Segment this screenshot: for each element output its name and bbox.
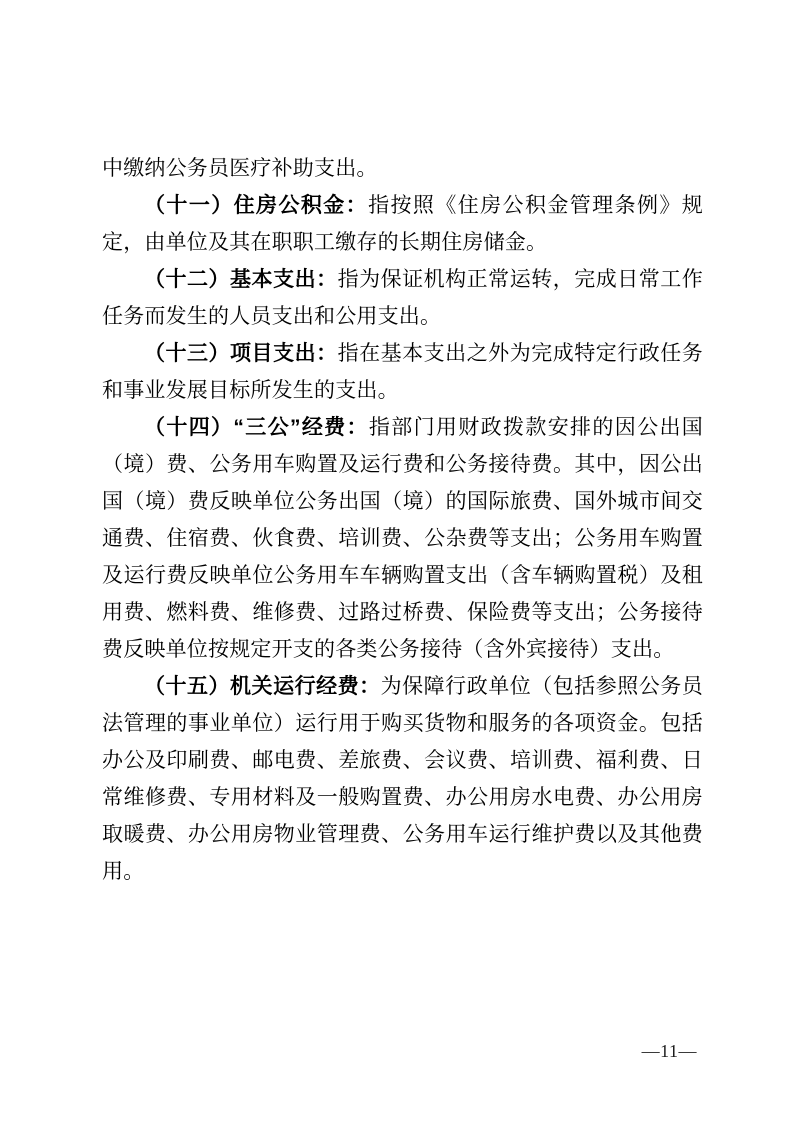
document-body — [102, 150, 703, 890]
paragraph — [102, 335, 703, 409]
paragraph-lead: （十四）“三公”经费： — [144, 416, 369, 439]
paragraph — [102, 409, 703, 668]
page-number: —11— — [641, 1041, 697, 1061]
paragraph-text: 指部门用财政拨款安排的因公出国（境）费、公务用车购置及运行费和公务接待费。其中，因公出国（境）费反映单位公务出国（境）的国际旅费、国外城市间交通费、住宿费、伙食费、培训费、公杂费等支出；公务用车购置及运行费反映单位公务用车车辆购置支出（含车辆购置税）及租用费、燃料费、维修费、过路过桥费、保险费等支出；公务接待费反映单位按规定开支的各类公务接待（含外宾接待）支出。 — [102, 416, 703, 661]
paragraph-lead: （十二）基本支出： — [144, 268, 338, 291]
paragraph — [102, 187, 703, 261]
paragraph-lead: （十三）项目支出： — [144, 342, 338, 365]
paragraph-text: 指在基本支出之外为完成特定行政任务和事业发展目标所发生的支出。 — [102, 342, 703, 402]
paragraph-lead: （十五）机关运行经费： — [144, 675, 381, 698]
paragraph-text: 指为保证机构正常运转，完成日常工作任务而发生的人员支出和公用支出。 — [102, 268, 703, 328]
paragraph — [102, 668, 703, 890]
paragraph — [102, 261, 703, 335]
paragraph-text: 为保障行政单位（包括参照公务员法管理的事业单位）运行用于购买货物和服务的各项资金。包括办公及印刷费、邮电费、差旅费、会议费、培训费、福利费、日常维修费、专用材料及一般购置费、办公用房水电费、办公用房取暖费、办公用房物业管理费、公务用车运行维护费以及其他费用。 — [102, 675, 704, 883]
paragraph — [102, 150, 703, 187]
paragraph-text: 中缴纳公务员医疗补助支出。 — [102, 157, 378, 180]
paragraph-text: 指按照《住房公积金管理条例》规定，由单位及其在职职工缴存的长期住房储金。 — [102, 194, 704, 254]
paragraph-lead: （十一）住房公积金： — [144, 194, 369, 217]
